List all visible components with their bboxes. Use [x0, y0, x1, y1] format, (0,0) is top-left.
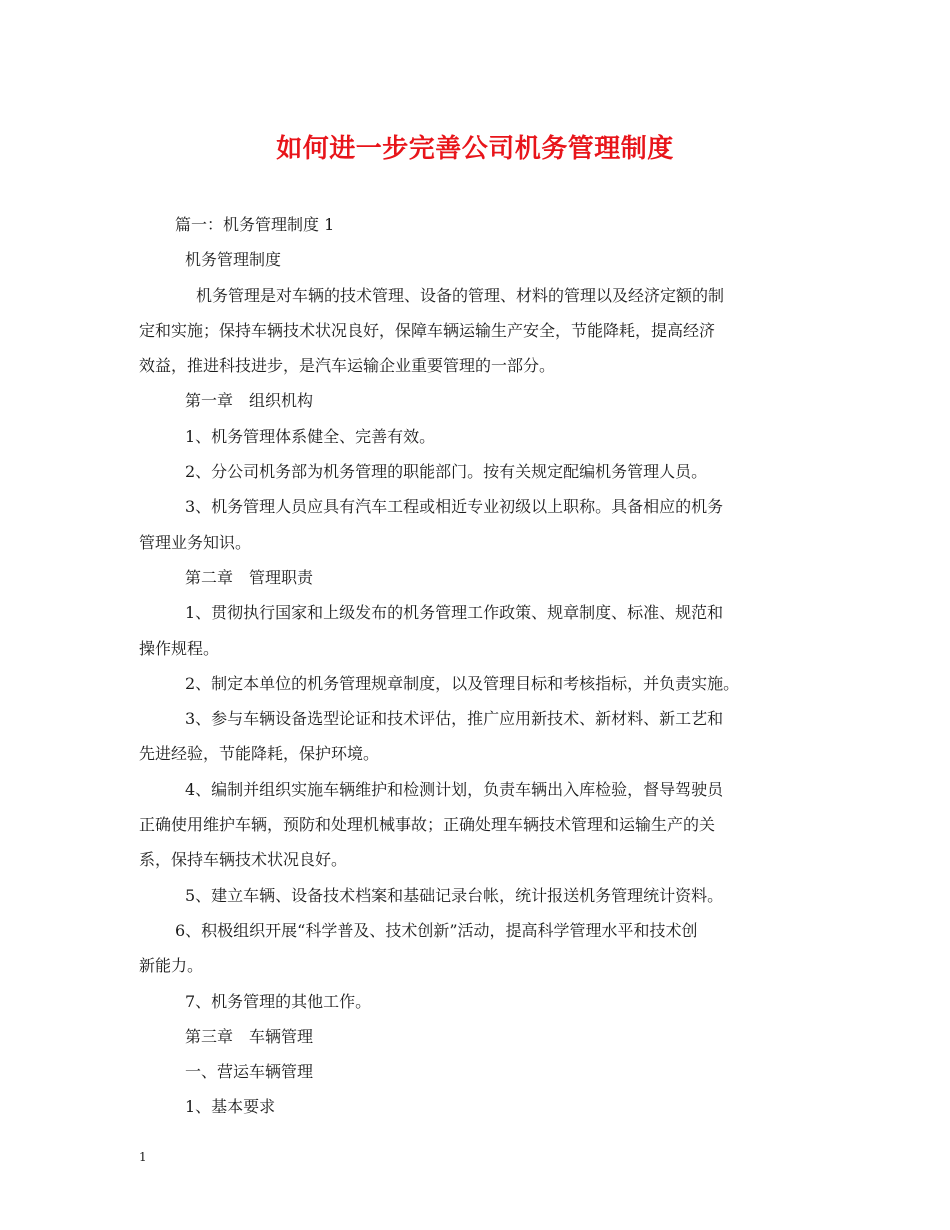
text-line: 第二章 管理职责 [185, 567, 314, 587]
text-line: 机务管理制度 [185, 250, 282, 270]
text-line: 管理业务知识。 [139, 532, 252, 552]
text-line: 一、营运车辆管理 [185, 1062, 314, 1082]
text-line: 2、分公司机务部为机务管理的职能部门。按有关规定配编机务管理人员。 [185, 462, 708, 482]
text-line: 7、机务管理的其他工作。 [185, 991, 372, 1011]
text-line: 效益，推进科技进步，是汽车运输企业重要管理的一部分。 [139, 356, 556, 376]
text-line: 3、参与车辆设备选型论证和技术评估，推广应用新技术、新材料、新工艺和 [185, 709, 724, 729]
text-line: 3、机务管理人员应具有汽车工程或相近专业初级以上职称。具备相应的机务 [185, 497, 724, 517]
text-line: 1、贯彻执行国家和上级发布的机务管理工作政策、规章制度、标准、规范和 [185, 603, 724, 623]
text-line: 操作规程。 [139, 638, 220, 658]
text-line: 4、编制并组织实施车辆维护和检测计划，负责车辆出入库检验，督导驾驶员 [185, 779, 724, 799]
text-line: 定和实施；保持车辆技术状况良好，保障车辆运输生产安全，节能降耗，提高经济 [139, 320, 716, 340]
text-line: 新能力。 [139, 956, 204, 976]
text-line: 1、基本要求 [185, 1097, 276, 1117]
text-line: 1、机务管理体系健全、完善有效。 [185, 426, 436, 446]
text-line: 篇一：机务管理制度 1 [175, 215, 335, 234]
text-line: 先进经验，节能降耗，保护环境。 [139, 744, 380, 764]
text-line: 5、建立车辆、设备技术档案和基础记录台帐，统计报送机务管理统计资料。 [185, 885, 724, 905]
text-line: 第三章 车辆管理 [185, 1026, 314, 1046]
document-body [139, 207, 815, 1125]
text-line: 6、积极组织开展“科学普及、技术创新”活动，提高科学管理水平和技术创 [175, 920, 698, 940]
text-line: 系，保持车辆技术状况良好。 [139, 850, 348, 870]
text-line: 第一章 组织机构 [185, 391, 314, 411]
page-number: 1 [139, 1150, 147, 1164]
text-line: 机务管理是对车辆的技术管理、设备的管理、材料的管理以及经济定额的制 [196, 285, 725, 305]
document-title: 如何进一步完善公司机务管理制度 [276, 134, 674, 164]
text-line: 2、制定本单位的机务管理规章制度，以及管理目标和考核指标，并负责实施。 [185, 673, 740, 693]
text-line: 正确使用维护车辆，预防和处理机械事故；正确处理车辆技术管理和运输生产的关 [139, 815, 716, 835]
